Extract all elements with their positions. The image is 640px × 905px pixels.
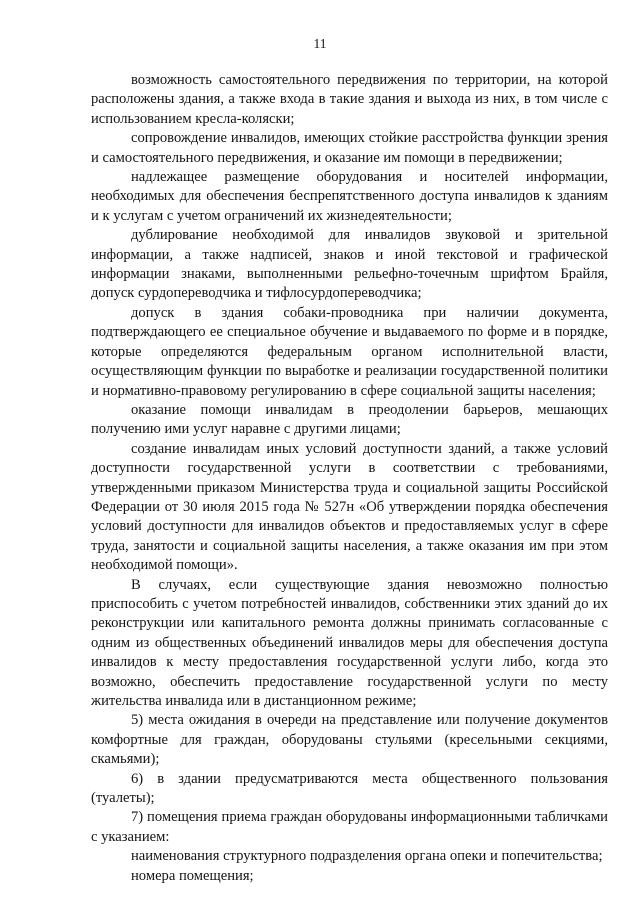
paragraph: 7) помещения приема граждан оборудованы информационными табличками с указанием: xyxy=(91,809,608,845)
paragraph: 5) места ожидания в очереди на представление или получение документов комфортные для граждан, оборудованы стульями (кресельными секциями, скамьями); xyxy=(91,712,608,768)
paragraph: оказание помощи инвалидам в преодолении барьеров, мешающих получению ими услуг наравне с другими лицами; xyxy=(91,401,608,438)
paragraph: возможность самостоятельного передвижения по территории, на которой расположены здания, а также входа в такие здания и выхода из них, в том числе с использованием кресла-коляски; xyxy=(91,72,608,127)
document-body xyxy=(91,71,608,886)
paragraph: создание инвалидам иных условий доступности зданий, а также условий доступности государственной услуги в соответствии с требованиями, утвержденными приказом Министерства труда и социальной защиты Российской Федерации от 30 июля 2015 года № 527н «Об утверждении порядка обеспечения условий доступности для инвалидов объектов и предоставляемых услуг в сфере труда, занятости и социальной защиты населения, а также оказания им при этом необходимой помощи». xyxy=(91,440,608,574)
paragraph: сопровождение инвалидов, имеющих стойкие расстройства функции зрения и самостоятельного передвижения, и оказание им помощи в передвижении; xyxy=(91,130,608,166)
paragraph: наименования структурного подразделения органа опеки и попечительства; xyxy=(131,848,603,865)
paragraph: надлежащее размещение оборудования и носителей информации, необходимых для обеспечения беспрепятственного доступа инвалидов к зданиям и к услугам с учетом ограничений их жизнедеятельности; xyxy=(91,169,608,224)
paragraph: допуск в здания собаки-проводника при наличии документа, подтверждающего ее специальное обучение и выдаваемого по форме и в порядке, которые определяются федеральным органом исполнительной власти, осуществляющим функции по выработке и реализации государственной политики и нормативно-правовому регулированию в сфере социальной защиты населения; xyxy=(91,304,608,399)
paragraph: дублирование необходимой для инвалидов звуковой и зрительной информации, а также надписей, знаков и иной текстовой и графической информации знаками, выполненными рельефно-точечным шрифтом Брайля, допуск сурдопереводчика и тифлосурдопереводчика; xyxy=(91,227,608,302)
paragraph: В случаях, если существующие здания невозможно полностью приспособить с учетом потребностей инвалидов, собственники этих зданий до их реконструкции или капитального ремонта должны принимать согласованные с одним из общественных объединений инвалидов меры для обеспечения доступа инвалидов к месту предоставления государственной услуги либо, когда это возможно, обеспечить предоставление государственной услуги по месту жительства инвалида или в дистанционном режиме; xyxy=(91,576,608,709)
paragraph: 6) в здании предусматриваются места общественного пользования (туалеты); xyxy=(91,770,608,807)
page-number: 11 xyxy=(313,36,327,51)
paragraph: номера помещения; xyxy=(131,867,254,884)
